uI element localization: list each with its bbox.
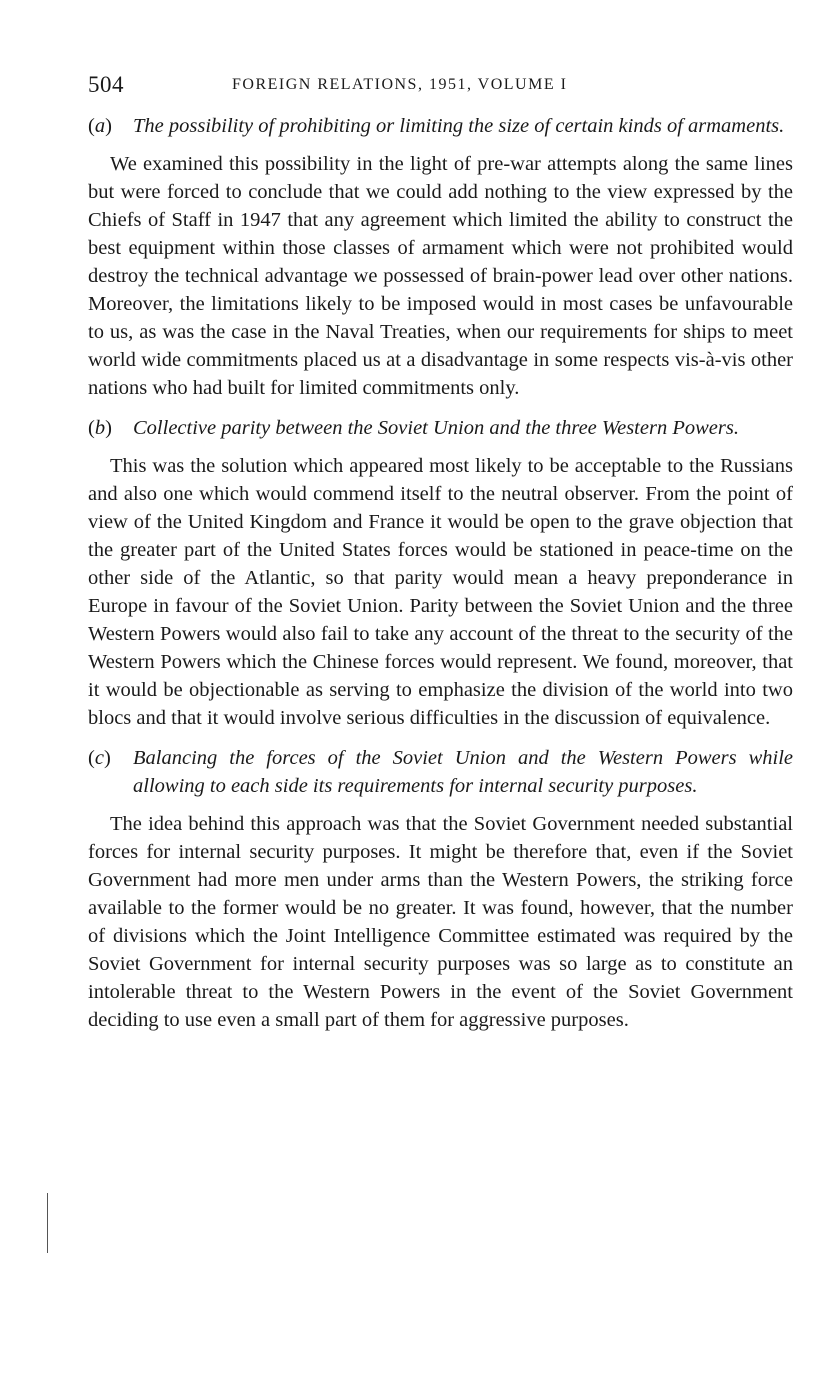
section-heading-a <box>88 112 793 140</box>
page-number: 504 <box>88 72 124 97</box>
section-heading-text-b: Collective parity between the Soviet Union and the three Western Powers. <box>133 417 739 439</box>
section-heading-c <box>88 744 793 800</box>
running-title: FOREIGN RELATIONS, 1951, VOLUME I <box>232 76 568 93</box>
section-paragraph-c: The idea behind this approach was that the Soviet Government needed substantial forces for internal security purposes. It might be therefore that, even if the Soviet Government had more men under arms than the Western Powers, the striking force available to the former would be no greater. It was found, however, that the number of divisions which the Joint Intelligence Committee estimated was required by the Soviet Government for internal security purposes was so large as to constitute an intolerable threat to the Western Powers in the event of the Soviet Government deciding to use even a small part of them for aggressive purposes. <box>88 813 793 1031</box>
document-page <box>88 70 793 1046</box>
section-heading-text-c: Balancing the forces of the Soviet Union and the Western Powers while allowing to each side its requirements for internal security purposes. <box>133 747 793 797</box>
section-paragraph-a: We examined this possibility in the light of pre-war attempts along the same lines but were forced to conclude that we could add nothing to the view expressed by the Chiefs of Staff in 1947 that any agreement which limited the ability to construct the best equipment within those classes of armament which were not prohibited would destroy the technical advantage we possessed of brain-power lead over other nations. Moreover, the limitations likely to be imposed would in most cases be unfavourable to us, as was the case in the Naval Treaties, when our requirements for ships to meet world wide commitments placed us at a disadvantage in some respects vis-à-vis other nations who had built for limited commitments only. <box>88 153 793 399</box>
section-label-a: (a) <box>88 115 112 137</box>
running-head <box>88 70 793 104</box>
section-label-b: (b) <box>88 417 112 439</box>
section-heading-b <box>88 414 793 442</box>
margin-bar-mark <box>47 1193 48 1253</box>
section-paragraph-b: This was the solution which appeared most likely to be acceptable to the Russians and also one which would commend itself to the neutral observer. From the point of view of the United Kingdom and France it would be open to the grave objection that the greater part of the United States forces would be stationed in peace-time on the other side of the Atlantic, so that parity would mean a heavy preponderance in Europe in favour of the Soviet Union. Parity between the Soviet Union and the three Western Powers would also fail to take any account of the threat to the security of the Western Powers which the Chinese forces would represent. We found, moreover, that it would be objectionable as serving to emphasize the division of the world into two blocs and that it would involve serious difficulties in the discussion of equivalence. <box>88 455 793 729</box>
section-heading-text-a: The possibility of prohibiting or limiting the size of certain kinds of armaments. <box>133 115 785 137</box>
section-label-c: (c) <box>88 747 111 769</box>
